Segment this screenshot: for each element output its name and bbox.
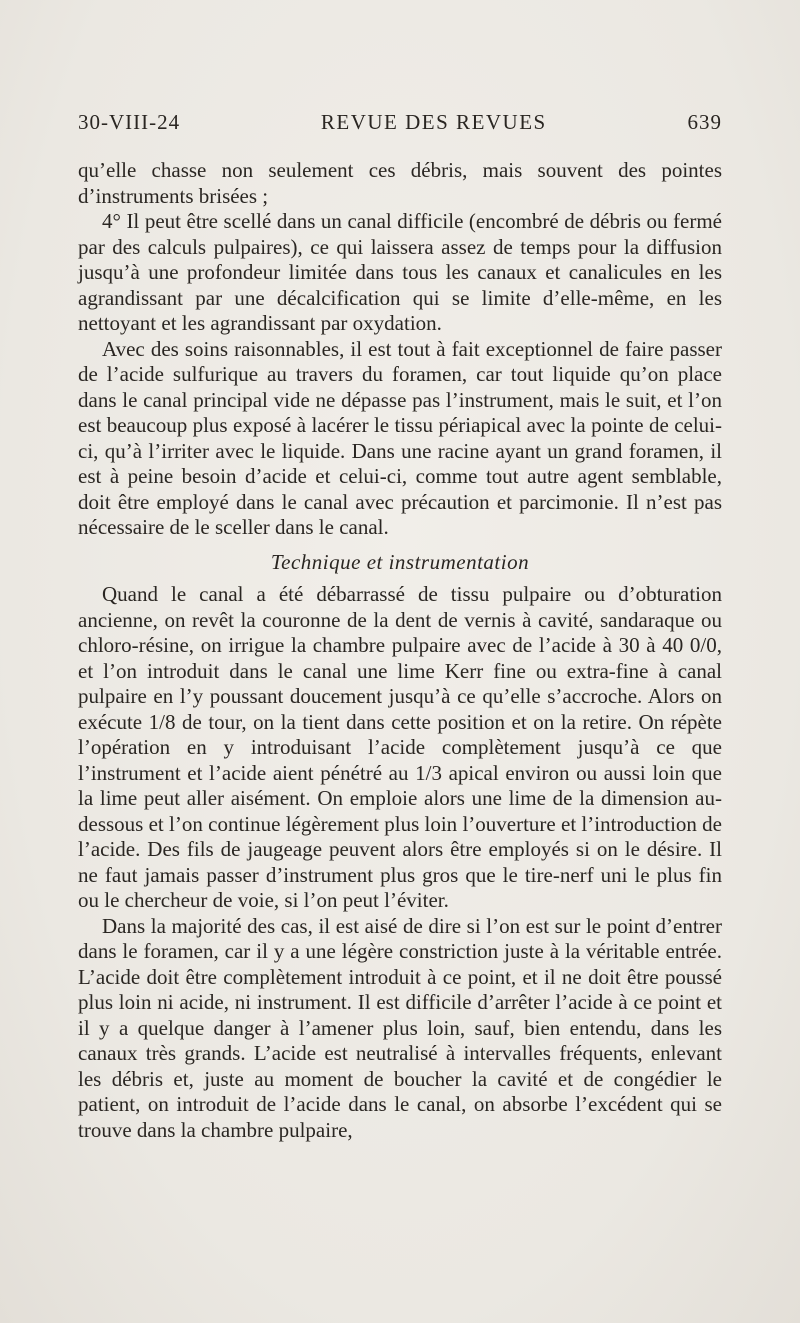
article-body xyxy=(78,158,722,1143)
header-date: 30-VIII-24 xyxy=(78,110,181,134)
paragraph-technique: Quand le canal a été débarrassé de tissu pulpaire ou d’obturation ancienne, on revêt la couronne de la dent de vernis à cavité, sandaraque ou chloro-résine, on irrigue la chambre pulpaire avec de l’acide à 30 à 40 0/0, et l’on introduit dans le canal une lime Kerr fine ou extra-fine à canal pulpaire en l’y poussant doucement jusqu’à ce qu’elle s’accroche. Alors on exécute 1/8 de tour, on la tient dans cette position et on la retire. On répète l’opération en y introduisant l’acide complètement jusqu’à ce que l’instrument et l’acide aient pénétré au 1/3 apical environ ou aussi loin que la lime peut aller aisément. On emploie alors une lime de la dimension au-dessous et l’on continue légèrement plus loin l’ouverture et l’introduction de l’acide. Des fils de jaugeage peuvent alors être employés si on le désire. Il ne faut jamais passer d’instrument plus gros que le tire-nerf uni le plus fin ou le chercheur de voie, si l’on peut l’éviter. xyxy=(78,582,722,912)
paragraph-point-4: 4° Il peut être scellé dans un canal difficile (encombré de débris ou fermé par des calculs pulpaires), ce qui laissera assez de temps pour la diffusion jusqu’à une profondeur limitée dans tous les canaux et canalicules en les agrandissant par une décalcification qui se limite d’elle-même, en les nettoyant et les agrandissant par oxydation. xyxy=(78,209,722,335)
section-heading: Technique et instrumentation xyxy=(270,549,530,574)
paragraph-continuation: qu’elle chasse non seulement ces débris, mais souvent des pointes d’instruments brisées ; xyxy=(78,158,722,208)
paragraph-precautions: Avec des soins raisonnables, il est tout à fait exceptionnel de faire passer de l’acide sulfurique au travers du foramen, car tout liquide qu’on place dans le canal principal vide ne dépasse pas l’instrument, mais le suit, et l’on est beaucoup plus exposé à lacérer le tissu périapical avec la pointe de celui-ci, qu’à l’irriter avec le liquide. Dans une racine ayant un grand foramen, il est à peine besoin d’acide et celui-ci, comme tout autre agent semblable, doit être employé dans le canal avec précaution et parcimonie. Il n’est pas nécessaire de le sceller dans le canal. xyxy=(78,336,722,539)
header-journal-title: REVUE DES REVUES xyxy=(320,110,547,134)
header-page-number: 639 xyxy=(687,110,722,134)
running-head xyxy=(78,110,722,144)
paragraph-foramen: Dans la majorité des cas, il est aisé de dire si l’on est sur le point d’entrer dans le foramen, car il y a une légère constriction juste à la véritable entrée. L’acide doit être complètement introduit à ce point, et il ne doit être poussé plus loin ni acide, ni instrument. Il est difficile d’arrêter l’acide à ce point et il y a quelque danger à l’amener plus loin, sauf, bien entendu, dans les canaux très grands. L’acide est neutralisé à intervalles fréquents, enlevant les débris et, juste au moment de boucher la cavité et de congédier le patient, on introduit de l’acide dans le canal, on absorbe l’excédent qui se trouve dans la chambre pulpaire, xyxy=(78,913,722,1142)
